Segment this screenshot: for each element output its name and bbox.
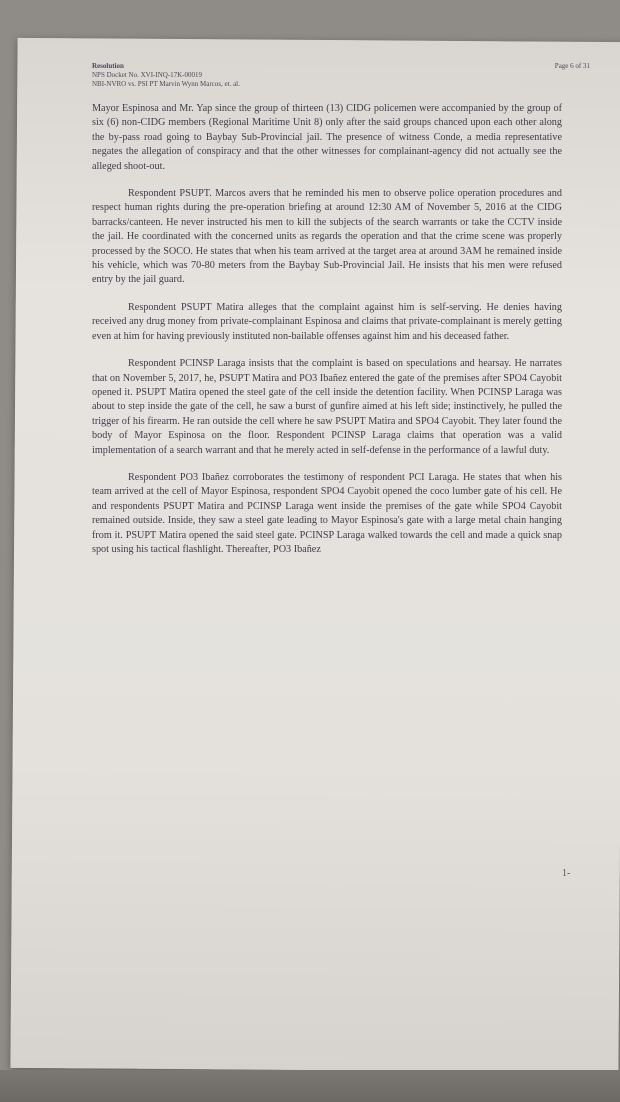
paragraph-1: Mayor Espinosa and Mr. Yap since the group of thirteen (13) CIDG policemen were accompanied by the group of six (6) non-CIDG members (Regional Maritime Unit 8) only after the said groups chanced upon each other along the by-pass road going to Baybay Sub-Provincial jail. The presence of witness Conde, a media representative negates the allegation of conspiracy and that the other witnesses for complainant-agency did not actually see the alleged shoot-out. <box>92 103 562 172</box>
page-content <box>92 62 590 570</box>
paragraph-3: Respondent PSUPT Matira alleges that the complaint against him is self-serving. He denies having received any drug money from private-complainant Espinosa and claims that private-complainant is merely getting even at him for having previously instituted non-bailable offenses against him and his deceased father. <box>92 301 562 342</box>
header-case: NBI-NVRO vs. PSI PT Marvin Wynn Marcos, et. al. <box>92 80 240 88</box>
paragraph-2: Respondent PSUPT. Marcos avers that he reminded his men to observe police operation procedures and respect human rights during the pre-operation briefing at around 12:30 AM of November 5, 2016 at the CIDG barracks/canteen. He never instructed his men to kill the subjects of the search warrants or take the CCTV inside the jail. He coordinated with the concerned units as regards the operation and that the crime scene was properly processed by the SOCO. He states that when his team arrived at the target area at around 3AM he remained inside his vehicle, which was 70-80 meters from the Baybay Sub-Provincial Jail. He insists that his men were refused entry by the jail guard. <box>92 188 562 286</box>
page-header <box>92 62 590 102</box>
paragraph-5: Respondent PO3 Ibañez corroborates the testimony of respondent PCI Laraga. He states that when his team arrived at the cell of Mayor Espinosa, respondent SPO4 Cayobit opened the coco lumber gate of his cell. He and respondents PSUPT Matira and PCINSP Laraga went inside the premises of the gate while SPO4 Cayobit remained outside. Inside, they saw a steel gate leading to Mayor Espinosa's gate with a large metal chain hanging from it. PSUPT Matira opened the said steel gate. PCINSP Laraga walked towards the cell and made a quick snap spot using his tactical flashlight. Thereafter, PO3 Ibañez <box>92 471 562 555</box>
header-docket: NPS Docket No. XVI-INQ-17K-00019 <box>92 71 203 79</box>
header-title: Resolution <box>92 62 124 70</box>
margin-mark: 1- <box>562 868 571 879</box>
page-number: Page 6 of 31 <box>554 62 590 70</box>
paragraph-4: Respondent PCINSP Laraga insists that the complaint is based on speculations and hearsay. He narrates that on November 5, 2017, he, PSUPT Matira and PO3 Ibañez entered the gate of the premises after SPO4 Cayobit opened it. PSUPT Matira opened the steel gate of the cell inside the detention facility. When PCINSP Laraga was about to step inside the gate of the cell, he saw a burst of gunfire aimed at his left side; instinctively, he pulled the trigger of his firearm. He ran outside the cell where he saw PSUPT Matira and SPO4 Cayobit. They later found the body of Mayor Espinosa on the floor. Respondent PCINSP Laraga claims that operation was a valid implementation of a search warrant and that he merely acted in self-defense in the performance of a lawful duty. <box>92 358 562 456</box>
background-surface <box>0 1070 620 1102</box>
